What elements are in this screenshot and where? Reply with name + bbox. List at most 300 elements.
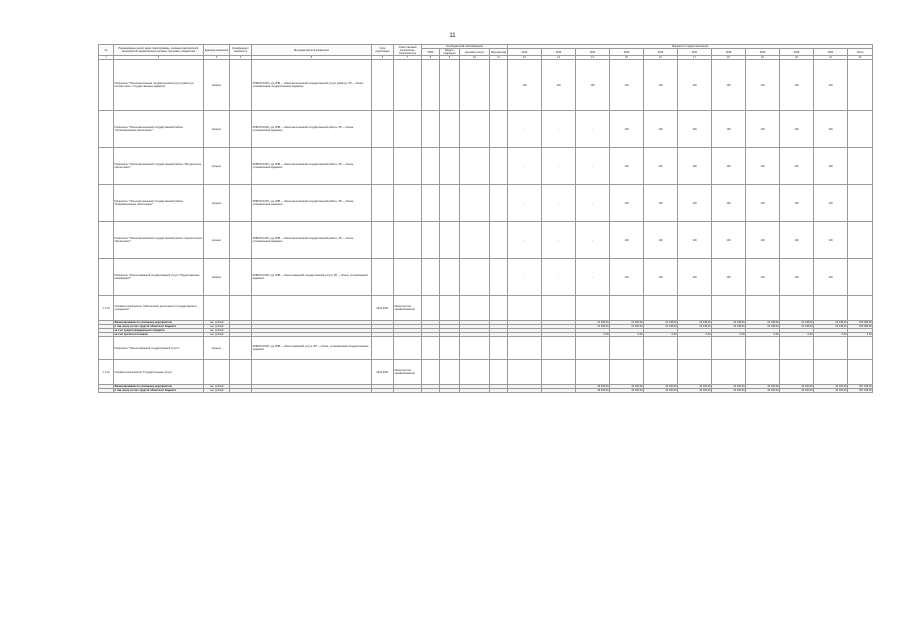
budget-code-cell bbox=[460, 148, 490, 185]
indicator-row bbox=[99, 148, 873, 185]
fin-label: за счет средств федерального бюджета bbox=[114, 329, 204, 333]
year-value: 100 bbox=[780, 185, 814, 222]
fin-value: 44 100,00 bbox=[712, 385, 746, 389]
fin-value: 22 138,00 bbox=[814, 325, 848, 329]
budget-code-cell bbox=[490, 148, 508, 185]
indicator-coeff bbox=[230, 222, 252, 259]
event-cell bbox=[644, 296, 678, 321]
fin-value: 153 099,00 bbox=[848, 321, 873, 325]
year-value: 100 bbox=[610, 60, 644, 111]
indicator-row bbox=[99, 222, 873, 259]
header-budget-group: Код бюджетной классификации bbox=[422, 45, 508, 49]
header-year: 2015 bbox=[610, 49, 644, 56]
fin-value: 44 100,00 bbox=[814, 385, 848, 389]
year-value: - bbox=[542, 185, 576, 222]
year-value: - bbox=[576, 222, 610, 259]
year-value: - bbox=[508, 148, 542, 185]
year-value: 100 bbox=[678, 259, 712, 296]
fin-value: 0,00 bbox=[610, 333, 644, 337]
event-number: 7.1.15 bbox=[99, 296, 114, 321]
year-value: 100 bbox=[746, 185, 780, 222]
header-kcsr: Целевая статья bbox=[460, 49, 490, 56]
fin-value: 44 100,00 bbox=[780, 385, 814, 389]
header-coeff: Коэффициент значимости bbox=[230, 45, 252, 56]
year-value: 100 bbox=[610, 185, 644, 222]
year-value: 100 bbox=[542, 60, 576, 111]
year-value: 100 bbox=[644, 185, 678, 222]
budget-code-cell bbox=[422, 259, 440, 296]
event-name: Основное мероприятие "Обеспечение деятельности государственного учреждения" bbox=[114, 296, 204, 321]
page-number: 11 bbox=[449, 33, 456, 39]
fin-label: Финансирование по основному мероприятию bbox=[114, 321, 204, 325]
budget-code-cell bbox=[490, 185, 508, 222]
event-coeff bbox=[230, 337, 252, 360]
event-unit bbox=[204, 360, 230, 385]
event-cell bbox=[508, 296, 542, 321]
fin-value: 0,00 bbox=[848, 333, 873, 337]
fin-value: 22 138,00 bbox=[678, 321, 712, 325]
year-value: 100 bbox=[678, 148, 712, 185]
event-cell bbox=[678, 360, 712, 385]
indicator-coeff bbox=[230, 185, 252, 222]
indicator-unit: процент bbox=[204, 259, 230, 296]
event-cell bbox=[372, 337, 394, 360]
row-number bbox=[99, 148, 114, 185]
fin-code-cell bbox=[440, 389, 460, 393]
fin-unit: тыс. рублей bbox=[204, 389, 230, 393]
program-table-sheet bbox=[98, 44, 872, 393]
indicator-name: Показатель "Объем выполненной государственной работы "Информационное обеспечение"" bbox=[114, 185, 204, 222]
main-event-row bbox=[99, 337, 873, 360]
event-cell bbox=[440, 360, 460, 385]
column-number: 9 bbox=[440, 56, 460, 60]
fin-value: 44 100,00 bbox=[678, 385, 712, 389]
event-cell bbox=[508, 337, 542, 360]
event-cell bbox=[394, 337, 422, 360]
budget-code-cell bbox=[394, 222, 422, 259]
year-value: - bbox=[576, 185, 610, 222]
column-number: 17 bbox=[678, 56, 712, 60]
event-name: Основное мероприятие "Государственная услуга" bbox=[114, 360, 204, 385]
header-year: 2021 bbox=[814, 49, 848, 56]
year-value: 100 bbox=[508, 60, 542, 111]
budget-code-cell bbox=[440, 259, 460, 296]
year-value: 100 bbox=[678, 60, 712, 111]
year-value: - bbox=[508, 259, 542, 296]
event-cell bbox=[542, 296, 576, 321]
year-value: 100 bbox=[712, 60, 746, 111]
fin-value: 43 218,00 bbox=[576, 385, 610, 389]
fin-value: 22 138,00 bbox=[780, 325, 814, 329]
fin-code-cell bbox=[230, 389, 252, 393]
year-value: 100 bbox=[712, 185, 746, 222]
year-value: - bbox=[576, 111, 610, 148]
event-cell bbox=[780, 360, 814, 385]
budget-code-cell bbox=[372, 259, 394, 296]
year-value: 100 bbox=[712, 148, 746, 185]
header-method: Методика расчета показателя bbox=[252, 45, 372, 56]
budget-code-cell bbox=[394, 111, 422, 148]
header-year: 2017 bbox=[678, 49, 712, 56]
event-cell bbox=[848, 337, 873, 360]
fin-value: 22 138,00 bbox=[814, 321, 848, 325]
year-value: 100 bbox=[746, 148, 780, 185]
event-cell bbox=[610, 296, 644, 321]
event-cell bbox=[460, 296, 490, 321]
event-cell bbox=[422, 296, 440, 321]
fin-value: 21 200,00 bbox=[610, 321, 644, 325]
column-number: 16 bbox=[644, 56, 678, 60]
fin-value: 0,00 bbox=[814, 333, 848, 337]
fin-value: 307 018,00 bbox=[848, 389, 873, 393]
indicator-name: Показатель "Объем выполнения государственной услуги (работы) в соответствии с государственным заданием" bbox=[114, 60, 204, 111]
year-value: 100 bbox=[814, 185, 848, 222]
header-term: Срок реализации bbox=[372, 45, 394, 56]
indicator-total bbox=[848, 148, 873, 185]
year-value: - bbox=[508, 222, 542, 259]
indicator-method: ЗНВ/ЗП×100%, где ЗНВ — объем выполненной государственной работы; ЗП — объем, установленный заданием bbox=[252, 222, 372, 259]
indicator-unit: процент bbox=[204, 111, 230, 148]
budget-code-cell bbox=[490, 60, 508, 111]
indicator-coeff bbox=[230, 60, 252, 111]
year-value: 100 bbox=[610, 111, 644, 148]
indicator-name: Показатель "Объем выполненной государственной работы "Методическое обеспечение"" bbox=[114, 148, 204, 185]
fin-label: за счет прочих источников bbox=[114, 333, 204, 337]
event-cell bbox=[422, 360, 440, 385]
event-number bbox=[99, 337, 114, 360]
year-value: 100 bbox=[678, 111, 712, 148]
year-value: 100 bbox=[780, 259, 814, 296]
event-method bbox=[252, 296, 372, 321]
column-number: 10 bbox=[460, 56, 490, 60]
year-value: 100 bbox=[746, 111, 780, 148]
event-cell bbox=[848, 360, 873, 385]
fin-value: 0,00 bbox=[678, 333, 712, 337]
event-cell bbox=[460, 360, 490, 385]
budget-code-cell bbox=[460, 60, 490, 111]
fin-value: 44 100,00 bbox=[712, 389, 746, 393]
header-unit: Единица измерения bbox=[204, 45, 230, 56]
budget-code-cell bbox=[372, 185, 394, 222]
fin-value: 21 209,00 bbox=[576, 325, 610, 329]
event-method: ЗНВ/ЗП×100%, где ЗНВ — объем оказанной услуги; ЗП — объем, установленный государственным заданием bbox=[252, 337, 372, 360]
indicator-method: ЗНВ/ЗП×100%, где ЗНВ — объем оказанной государственной услуги; ЗП — объем, установленный заданием bbox=[252, 259, 372, 296]
fin-value: 43 218,00 bbox=[576, 389, 610, 393]
fin-unit: тыс. рублей bbox=[204, 325, 230, 329]
fin-value: 44 100,00 bbox=[780, 389, 814, 393]
budget-code-cell bbox=[440, 60, 460, 111]
year-value: 100 bbox=[610, 222, 644, 259]
event-cell bbox=[542, 360, 576, 385]
fin-value: 0,00 bbox=[746, 333, 780, 337]
fin-value: 44 100,00 bbox=[746, 389, 780, 393]
budget-code-cell bbox=[394, 259, 422, 296]
budget-code-cell bbox=[440, 222, 460, 259]
fin-code-cell bbox=[372, 389, 394, 393]
indicator-name: Показатель "Объем выполненной государственной работы "Аналитическое обеспечение"" bbox=[114, 222, 204, 259]
indicator-coeff bbox=[230, 259, 252, 296]
year-value: 100 bbox=[678, 185, 712, 222]
budget-code-cell bbox=[440, 148, 460, 185]
indicator-total bbox=[848, 60, 873, 111]
indicator-method: ЗНВ/ЗП×100%, где ЗНВ — объем выполненной государственной работы; ЗП — объем, установленный заданием bbox=[252, 148, 372, 185]
row-number bbox=[99, 111, 114, 148]
event-cell bbox=[746, 296, 780, 321]
event-coeff bbox=[230, 360, 252, 385]
fin-value: 22 138,00 bbox=[780, 321, 814, 325]
header-year: 2020 bbox=[780, 49, 814, 56]
event-cell bbox=[490, 296, 508, 321]
fin-value: 21 200,00 bbox=[610, 325, 644, 329]
budget-code-cell bbox=[490, 259, 508, 296]
fin-code-cell bbox=[394, 389, 422, 393]
year-value: 100 bbox=[814, 111, 848, 148]
column-number: 3 bbox=[204, 56, 230, 60]
event-cell bbox=[490, 360, 508, 385]
fin-value: 0,00 bbox=[576, 333, 610, 337]
year-value: 100 bbox=[780, 60, 814, 111]
column-number: 19 bbox=[746, 56, 780, 60]
year-value: 100 bbox=[814, 259, 848, 296]
event-cell bbox=[576, 296, 610, 321]
event-cell bbox=[814, 337, 848, 360]
fin-value: 44 100,00 bbox=[678, 389, 712, 393]
header-grbs: ГРБС bbox=[422, 49, 440, 56]
row-number bbox=[99, 60, 114, 111]
header-no: № bbox=[99, 45, 114, 56]
fin-value: 153 099,00 bbox=[848, 325, 873, 329]
event-exec: Министерство здравоохранения bbox=[394, 360, 422, 385]
budget-code-cell bbox=[372, 111, 394, 148]
column-number: 1 bbox=[99, 56, 114, 60]
budget-code-cell bbox=[460, 111, 490, 148]
fin-unit: тыс. рублей bbox=[204, 333, 230, 337]
column-number: 5 bbox=[252, 56, 372, 60]
year-value: 100 bbox=[610, 148, 644, 185]
event-cell bbox=[780, 337, 814, 360]
row-number bbox=[99, 185, 114, 222]
budget-code-cell bbox=[422, 185, 440, 222]
year-value: 100 bbox=[746, 259, 780, 296]
fin-value: 22 138,00 bbox=[644, 325, 678, 329]
event-cell bbox=[644, 360, 678, 385]
year-value: 100 bbox=[610, 259, 644, 296]
column-number: 11 bbox=[490, 56, 508, 60]
year-value: 100 bbox=[814, 60, 848, 111]
header-name: Наименование целей, задач подпрограммы, основных мероприятий, мероприятий, ведомственных целевых программ, показателей bbox=[114, 45, 204, 56]
year-value: - bbox=[542, 259, 576, 296]
column-number: 8 bbox=[422, 56, 440, 60]
indicator-method: ЗНВ/ЗП×100%, где ЗНВ — объем выполненной государственной работы; ЗП — объем, установленный заданием bbox=[252, 185, 372, 222]
event-cell bbox=[508, 360, 542, 385]
year-value: 100 bbox=[746, 60, 780, 111]
year-value: - bbox=[542, 222, 576, 259]
budget-code-cell bbox=[490, 222, 508, 259]
event-cell bbox=[848, 296, 873, 321]
event-indicator-unit: процент bbox=[204, 337, 230, 360]
event-cell bbox=[576, 337, 610, 360]
year-value: - bbox=[508, 185, 542, 222]
indicator-row bbox=[99, 185, 873, 222]
event-cell bbox=[490, 337, 508, 360]
fin-label: в том числе за счет средств областного бюджета bbox=[114, 325, 204, 329]
fin-value: 22 138,00 bbox=[644, 321, 678, 325]
indicator-row bbox=[99, 259, 873, 296]
column-number: 20 bbox=[780, 56, 814, 60]
fin-unit: тыс. рублей bbox=[204, 321, 230, 325]
year-value: 100 bbox=[780, 222, 814, 259]
event-method bbox=[252, 360, 372, 385]
fin-value: 44 100,00 bbox=[814, 389, 848, 393]
event-cell bbox=[712, 337, 746, 360]
budget-code-cell bbox=[372, 148, 394, 185]
fin-value: 0,00 bbox=[780, 333, 814, 337]
event-term: 2014-2021 bbox=[372, 360, 394, 385]
event-cell bbox=[712, 296, 746, 321]
indicator-unit: процент bbox=[204, 60, 230, 111]
budget-code-cell bbox=[372, 222, 394, 259]
main-event-row bbox=[99, 296, 873, 321]
budget-code-cell bbox=[460, 259, 490, 296]
fin-value: 44 100,00 bbox=[644, 389, 678, 393]
fin-label: Финансирование по основному мероприятию bbox=[114, 385, 204, 389]
fin-value: 0,00 bbox=[644, 333, 678, 337]
year-value: 100 bbox=[780, 111, 814, 148]
fin-value bbox=[542, 389, 576, 393]
year-value: 100 bbox=[644, 60, 678, 111]
year-value: - bbox=[542, 111, 576, 148]
budget-code-cell bbox=[422, 111, 440, 148]
event-cell bbox=[542, 337, 576, 360]
year-value: 100 bbox=[644, 222, 678, 259]
indicator-total bbox=[848, 259, 873, 296]
column-number: 6 bbox=[372, 56, 394, 60]
year-value: 100 bbox=[644, 148, 678, 185]
year-value: 100 bbox=[678, 222, 712, 259]
fin-code-cell bbox=[422, 389, 440, 393]
header-exec: Ответственный исполнитель, соисполнитель bbox=[394, 45, 422, 56]
indicator-name: Показатель "Объем выполненной государственной работы "Организационное обеспечение"" bbox=[114, 111, 204, 148]
header-years-group: Значения по годам реализации bbox=[508, 45, 873, 49]
row-number bbox=[99, 259, 114, 296]
year-value: 100 bbox=[712, 111, 746, 148]
event-cell bbox=[644, 337, 678, 360]
year-value: 100 bbox=[814, 222, 848, 259]
budget-code-cell bbox=[422, 60, 440, 111]
year-value: - bbox=[542, 148, 576, 185]
fin-code-cell bbox=[252, 389, 372, 393]
indicator-total bbox=[848, 222, 873, 259]
year-value: - bbox=[508, 111, 542, 148]
event-cell bbox=[780, 296, 814, 321]
header-year: 2013 bbox=[542, 49, 576, 56]
event-cell bbox=[712, 360, 746, 385]
indicator-row bbox=[99, 111, 873, 148]
fin-unit: тыс. рублей bbox=[204, 385, 230, 389]
column-number: 13 bbox=[542, 56, 576, 60]
year-value: 100 bbox=[712, 259, 746, 296]
budget-code-cell bbox=[372, 60, 394, 111]
event-cell bbox=[814, 296, 848, 321]
header-year: 2019 bbox=[746, 49, 780, 56]
indicator-row bbox=[99, 60, 873, 111]
indicator-name: Показатель "Объем оказанной государственной услуги "Предоставление информации"" bbox=[114, 259, 204, 296]
indicator-unit: процент bbox=[204, 185, 230, 222]
event-cell bbox=[814, 360, 848, 385]
fin-value: 22 138,00 bbox=[712, 321, 746, 325]
fin-label: в том числе за счет средств областного бюджета bbox=[114, 389, 204, 393]
budget-code-cell bbox=[422, 148, 440, 185]
event-cell bbox=[440, 337, 460, 360]
budget-code-cell bbox=[422, 222, 440, 259]
fin-value: 22 138,00 bbox=[746, 321, 780, 325]
year-value: 100 bbox=[576, 60, 610, 111]
event-unit bbox=[204, 296, 230, 321]
event-cell bbox=[422, 337, 440, 360]
header-total: Итого bbox=[848, 49, 873, 56]
indicator-coeff bbox=[230, 148, 252, 185]
fin-unit: тыс. рублей bbox=[204, 329, 230, 333]
event-cell bbox=[576, 360, 610, 385]
budget-code-cell bbox=[394, 148, 422, 185]
event-cell bbox=[460, 337, 490, 360]
event-cell bbox=[610, 337, 644, 360]
fin-value: 22 138,00 bbox=[712, 325, 746, 329]
fin-value: 43 200,00 bbox=[610, 385, 644, 389]
column-number: 15 bbox=[610, 56, 644, 60]
fin-value: 21 209,00 bbox=[576, 321, 610, 325]
column-number: 7 bbox=[394, 56, 422, 60]
header-year: 2016 bbox=[644, 49, 678, 56]
column-number: 18 bbox=[712, 56, 746, 60]
budget-code-cell bbox=[440, 185, 460, 222]
event-cell bbox=[746, 337, 780, 360]
indicator-method: ЗНВ/ЗП×100%, где ЗНВ — объем выполненной государственной услуги (работы); ЗП — объем, установленный государственным заданием bbox=[252, 60, 372, 111]
indicator-unit: процент bbox=[204, 222, 230, 259]
budget-code-cell bbox=[490, 111, 508, 148]
column-number: 14 bbox=[576, 56, 610, 60]
event-number: 7.1.16 bbox=[99, 360, 114, 385]
year-value: 100 bbox=[780, 148, 814, 185]
row-number bbox=[99, 222, 114, 259]
budget-code-cell bbox=[460, 222, 490, 259]
header-year: 2014 bbox=[576, 49, 610, 56]
fin-value: 44 100,00 bbox=[746, 385, 780, 389]
fin-value: 0,00 bbox=[712, 333, 746, 337]
table-body bbox=[99, 56, 873, 393]
event-coeff bbox=[230, 296, 252, 321]
column-number: 21 bbox=[814, 56, 848, 60]
fin-value: 22 138,00 bbox=[746, 325, 780, 329]
event-cell bbox=[746, 360, 780, 385]
event-cell bbox=[678, 337, 712, 360]
column-number: 2 bbox=[114, 56, 204, 60]
year-value: 100 bbox=[814, 148, 848, 185]
fin-code-cell bbox=[460, 389, 490, 393]
column-number: 12 bbox=[508, 56, 542, 60]
fin-regional-row bbox=[99, 389, 873, 393]
year-value: 100 bbox=[712, 222, 746, 259]
year-value: 100 bbox=[644, 111, 678, 148]
fin-code-cell bbox=[490, 389, 508, 393]
fin-value bbox=[508, 389, 542, 393]
header-year: 2018 bbox=[712, 49, 746, 56]
event-cell bbox=[440, 296, 460, 321]
fin-value: 44 100,00 bbox=[644, 385, 678, 389]
indicator-total bbox=[848, 185, 873, 222]
year-value: - bbox=[576, 148, 610, 185]
header-vr: Вид расхода bbox=[491, 50, 506, 54]
